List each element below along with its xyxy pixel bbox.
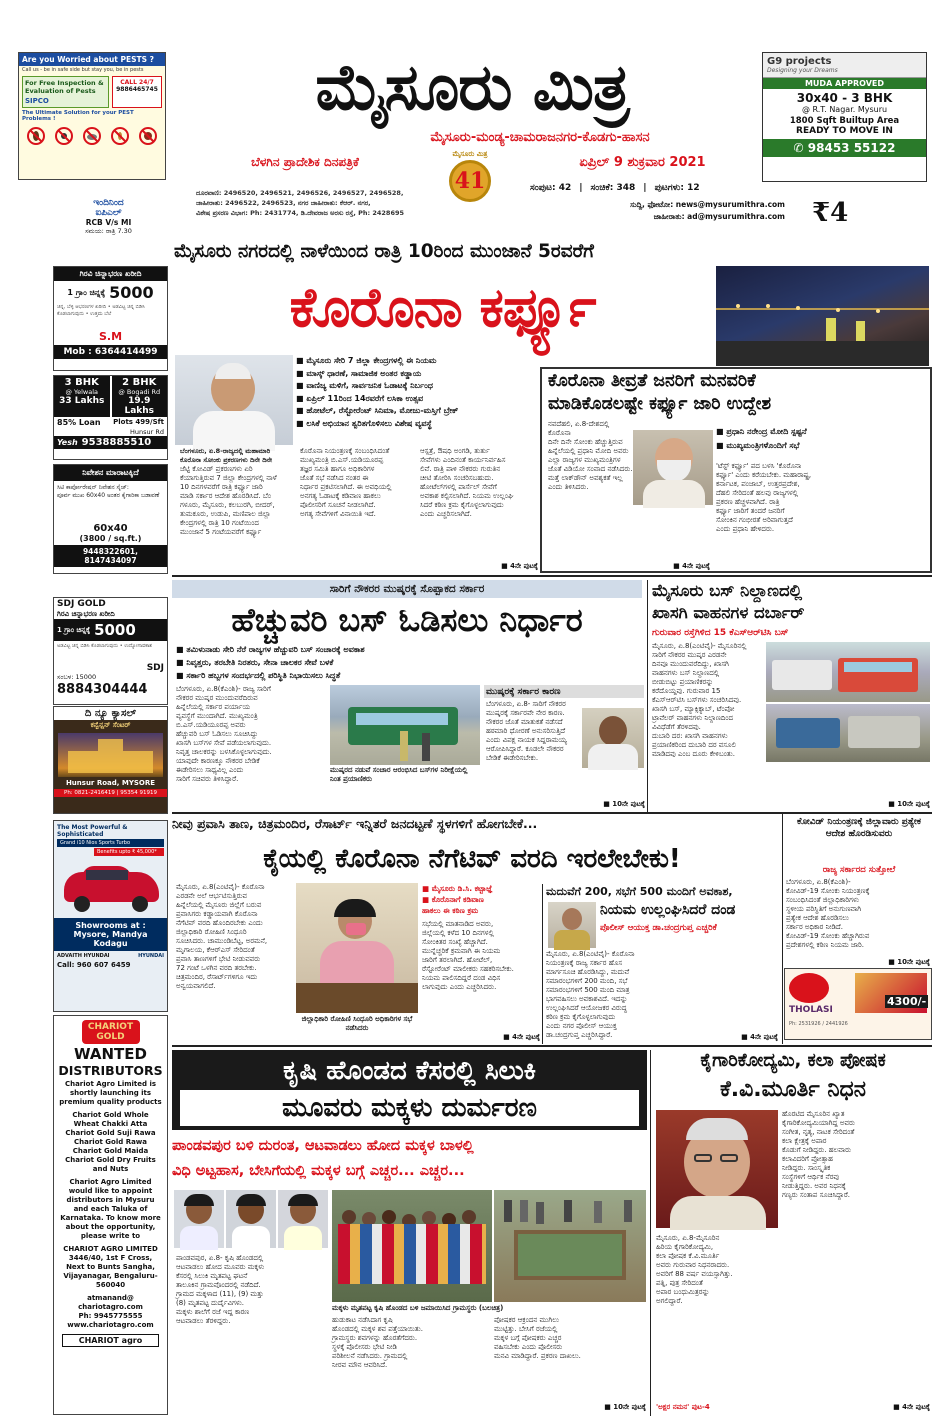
yesh-hunsur: Hunsur Rd [129,428,164,436]
news-email: ಸುದ್ದಿ, ಫೋಟೋ: news@mysurumithra.com [630,200,785,209]
covid-circular-kicker: ಕೋವಿಡ್ ನಿಯಂತ್ರಣಕ್ಕೆ ಜಿಲ್ಲಾವಾರು ಪ್ರತ್ಯೇಕ ಆದೇಶ ಹೊರಡಿಸುವರು [797,817,921,839]
private-vehicles-continue: ■ 10ನೇ ಪುಟಕ್ಕೆ [888,800,930,808]
covid-circular-continue: ■ 10ನೇ ಪುಟಕ್ಕೆ [888,958,930,966]
sdj-salary: ಸಂಬಳ: 15000 [57,673,97,681]
chariot-wanted: WANTED [74,1045,147,1063]
farm-pond-continue: ■ 10ನೇ ಪುಟಕ್ಕೆ [604,1403,646,1411]
bus-headline: ಹೆಚ್ಚುವರಿ ಬಸ್ ಓಡಿಸಲು ನಿರ್ಧಾರ [231,601,583,639]
private-vehicles-photo [766,642,930,702]
curfew-bullets: ■ ಮೈಸೂರು ಸೇರಿ 7 ಜಿಲ್ಲಾ ಕೇಂದ್ರಗಳಲ್ಲಿ ಈ ನಿಯಮ ■ ಮಾಸ್ಕ್ ಧಾರಣೆ, ಸಾಮಾಜಿಕ ಅಂತರ ಕಡ್ಡಾಯ ■ ವಾಣಿಜ್ಯ ಮಳಿಗೆ, ಸಾರ್ವಜನಿಕ ಓಡಾಟಕ್ಕೆ ನಿರ್ಬಂಧ ■ ಏಪ್ರಿಲ್ 11ರಿಂದ 14ರವರೆಗೆ ಲಸಿಕಾ ಉತ್ಸವ ■ ಹೋಟೆಲ್, ರೆಸ್ಟೋರೆಂಟ್ ಸಿನಿಮಾ, ಮೋಜು-ಮಸ್ತಿಗೆ ಬ್ರೇಕ್ ■ ಲಸಿಕೆ ಅಭಿಯಾನ ತ್ವರಿತಗೊಳಿಸಲು ವಿಶೇಷ ವ್ಯವಸ್ಥೆ [296,356,459,428]
modi-bullets: ■ ಪ್ರಧಾನಿ ನರೇಂದ್ರ ಮೋದಿ ಸ್ಪಷ್ಟನೆ ■ ಮುಖ್ಯಮಂತ್ರಿಗಳೊಂದಿಗೆ ಸಭೆ [716,427,807,450]
chariot-web: atmanand@ chariotagro.com Ph: 9945775555 www.chariotagro.com [67,1294,154,1329]
bus-stand-photo [330,685,480,765]
sm-gold-heading: ಗಿರವಿ ಚಿನ್ನಾಭರಣ ಖರೀದಿ [54,267,167,281]
site-sale-rate: (3800 / sq.ft.) [79,534,142,543]
modi-headline-1: ಕೊರೊನಾ ತೀವ್ರತೆ ಜನರಿಗೆ ಮನವರಿಕೆ [548,371,756,391]
yesh-2bhk-loc: @ Bogadi Rd [118,388,161,396]
masthead-tagline: ಮೈಸೂರು-ಮಂಡ್ಯ-ಚಾಮರಾಜನಗರ-ಕೊಡಗು-ಹಾಸನ [430,130,650,145]
obituary-continue: ■ 4ನೇ ಪುಟಕ್ಕೆ [893,1403,930,1411]
dc-photo-caption: ಜಿಲ್ಲಾಧಿಕಾರಿ ರೋಹಿಣಿ ಸಿಂಧೂರಿ ಅಧಿಕಾರಿಗಳ ಸಭೆ ನಡೆಸಿದರು [301,1015,413,1032]
sm-gold-per-gram: 1 ಗ್ರಾಂ ಚಿನ್ನಕ್ಕೆ [67,287,106,297]
hyundai-call: Call: 960 607 6459 [57,961,131,969]
sdj-brand: SDJ [146,663,164,673]
bus-kicker: ಸಾರಿಗೆ ನೌಕರರ ಮುಷ್ಕರಕ್ಕೆ ಸೊಪ್ಪಾಕದ ಸರ್ಕಾರ [329,583,485,595]
pest-ad-footer: The Ultimate Solution for your PEST Problems ! [22,110,134,122]
private-vehicles-body: ಮೈಸೂರು, ಏ.8(ಎಂಟಿವೈ)- ಮೈಸೂರಿನಲ್ಲಿ ಸಾರಿಗೆ ನೌಕರರ ಮುಷ್ಕರ ಎರಡನೇ ದಿನವೂ ಮುಂದುವರೆದಿದ್ದು, ಖಾಸಗಿ ವಾಹನಗಳು ಬಸ್ ನಿಲ್ದಾಣದಲ್ಲಿ ಬೀಡುಬಿಟ್ಟು ಪ್ರಯಾಣಿಕರನ್ನು ಕರೆದೊಯ್ದವು. ಗುರುವಾರ 15 ಕೆಎಸ್‌ಆರ್‌ಟಿಸಿ ಬಸ್‌ಗಳು ಸಂಚರಿಸಿದವು. ಖಾಸಗಿ ಬಸ್, ಮ್ಯಾಕ್ಸಿಕ್ಯಾಬ್, ಟೆಂಪೋ ಟ್ರಾವೆಲರ್ ವಾಹನಗಳು ನಿಲ್ದಾಣದಿಂದ ವಿವಿಧೆಡೆಗೆ ತೆರಳಿದವು. ದುಬಾರಿ ದರ: ಖಾಸಗಿ ವಾಹನಗಳು ಪ್ರಯಾಣಿಕರಿಂದ ದುಬಾರಿ ದರ ವಸೂಲಿ ಮಾಡಿದವು ಎಂಬ ದೂರು ಕೇಳಿಬಂತು. [652,642,747,758]
obituary-footer: 'ಅಕ್ಷರ ನಮನ' ಪುಟ-4 [656,1403,710,1411]
sm-gold-mobile: Mob : 6364414499 [54,345,167,359]
yesh-3bhk-loc: @ Yelwala [65,388,99,396]
wedding-limit-continue: ■ 4ನೇ ಪುಟಕ್ಕೆ [741,1033,778,1041]
pest-ad-line1: For Free Inspection & [25,79,104,87]
sdj-gold-ad[interactable]: SDJ GOLD ಗಿರವಿ ಚಿನ್ನಾಭರಣ ಖರೀದಿ 1 ಗ್ರಾಂ ಚಿನ್ನಕ್ಕೆ 5000 ಅಡವಿಟ್ಟ ಚಿನ್ನ ಬಿಡಿಸಿ ಕೊಡಲಾಗುವುದು • ಉದ್ಯೋಗಾವಕಾಶ SDJ ಸಂಬಳ: 15000 8884304444 [53,597,168,705]
g9-sqft: 1800 Sqft Builtup Area [789,116,900,126]
yesh-2bhk-price: 19.9 Lakhs [124,396,155,416]
farm-pond-headline-2: ಮೂವರು ಮಕ್ಕಳು ದುರ್ಮರಣ [180,1090,639,1126]
modi-headline-2: ಮಾಡಿಕೊಡಲಷ್ಟೇ ಕರ್ಫ್ಯೂ ಜಾರಿ ಉದ್ದೇಶ [548,394,772,414]
modi-body-1: ನವದೆಹಲಿ, ಏ.8-ದೇಶದಲ್ಲಿ ಕೊರೊನಾ ದಿನೇ ದಿನೇ ಸೋಂಕು ಹೆಚ್ಚುತ್ತಿರುವ ಹಿನ್ನೆಲೆಯಲ್ಲಿ ಪ್ರಧಾನಿ ಮೋದಿ ಅವರು ಎಲ್ಲಾ ರಾಜ್ಯಗಳ ಮುಖ್ಯಮಂತ್ರಿಗಳ ಜೊತೆ ವಿಡಿಯೋ ಸಂವಾದ ನಡೆಸಿದರು. ಮತ್ತೆ ಲಾಕ್‌ಡೌನ್ ಅವಶ್ಯಕತೆ ಇಲ್ಲ ಎಂದು ತಿಳಿಸಿದರು. [548,420,633,491]
hyundai-line2: Sophisticated [57,831,104,838]
masthead-title: ಮೈಸೂರು ಮಿತ್ರ [315,50,629,125]
hyundai-showrooms: Showrooms at : [75,921,146,930]
obituary-headline-1: ಕೈಗಾರಿಕೋದ್ಯಮಿ, ಕಲಾ ಪೋಷಕ [700,1050,886,1071]
g9-projects-ad[interactable] [762,52,927,182]
obituary-body-1: ಮೈಸೂರು, ಏ.8-ಮೈಸೂರಿನ ಹಿರಿಯ ಕೈಗಾರಿಕೋದ್ಯಮಿ, ಕಲಾ ಪೋಷಕ ಕೆ.ವಿ.ಮೂರ್ತಿ ಅವರು ಗುರುವಾರ ನಿಧನರಾದರು. ಅವರಿಗೆ 88 ವರ್ಷ ವಯಸ್ಸಾಗಿತ್ತು. ಪತ್ನಿ, ಪುತ್ರ ಸೇರಿದಂತೆ ಅಪಾರ ಬಂಧುಮಿತ್ರರನ್ನು ಅಗಲಿದ್ದಾರೆ. [656,1234,733,1305]
new-castle-sub: ಕನ್ವೆನ್ಷನ್ ಸೆಂಟರ್ [90,721,131,729]
pest-ad-brand: SIPCO [25,97,49,105]
obituary-body-2: ಹೊರಟಿದ ಮೈಸೂರಿನ ಖ್ಯಾತ ಕೈಗಾರಿಕೋದ್ಯಮಿಯಾಗಿದ್ದ ಅವರು ಸಂಗೀತ, ನೃತ್ಯ, ನಾಟಕ ಸೇರಿದಂತೆ ಕಲಾ ಕ್ಷೇತ್ರಕ್ಕೆ ಅಪಾರ ಕೊಡುಗೆ ನೀಡಿದ್ದರು. ಹಲವಾರು ಕಲಾವಿದರಿಗೆ ಪ್ರೋತ್ಸಾಹ ನೀಡಿದ್ದರು. ಸಾಂಸ್ಕೃತಿಕ ಸಂಸ್ಥೆಗಳಿಗೆ ಆರ್ಥಿಕ ನೆರವು ನೀಡುತ್ತಿದ್ದರು. ಅವರ ನಿಧನಕ್ಕೆ ಗಣ್ಯರು ಸಂತಾಪ ಸೂಚಿಸಿದ್ದಾರೆ. [782,1110,855,1199]
anniversary-number: 41 [449,160,491,202]
negative-report-headline: ಕೈಯಲ್ಲಿ ಕೊರೊನಾ ನೆಗೆಟಿವ್ ವರದಿ ಇರಲೇಬೇಕು! [263,844,681,874]
cockroach-icon [26,126,46,146]
chariot-brand1: CHARIOT [87,1022,134,1032]
yesh-2bhk: 2 BHK [122,377,157,388]
sdj-heading: SDJ GOLD [57,599,106,609]
g9-brand: G9 projects [767,56,832,67]
volume-number: ಸಂಪುಟ: 42 [530,183,572,193]
sdj-price: 5000 [94,621,136,639]
chariot-agro-logo: CHARIOT agro [62,1334,159,1347]
bus-body-1: ಬೆಂಗಳೂರು, ಏ.8(ಕೆಎಂಶಿ)- ರಾಜ್ಯ ಸಾರಿಗೆ ನೌಕರರ ಮುಷ್ಕರ ಮುಂದುವರೆದಿರುವ ಹಿನ್ನೆಲೆಯಲ್ಲಿ ಸರ್ಕಾರ ಪರ್ಯಾಯ ವ್ಯವಸ್ಥೆಗೆ ಮುಂದಾಗಿದೆ. ಮುಖ್ಯಮಂತ್ರಿ ಬಿ.ಎಸ್.ಯಡಿಯೂರಪ್ಪ ಅವರು ಹೆಚ್ಚುವರಿ ಬಸ್ ಓಡಿಸಲು ಸೂಚಿಸಿದ್ದು ಖಾಸಗಿ ಬಸ್‌ಗಳ ಸೇವೆ ಪಡೆಯಲಾಗುವುದು. ನಿವೃತ್ತ ಚಾಲಕರನ್ನು ಬಳಸಿಕೊಳ್ಳಲಾಗುವುದು. ಯಾವುದೇ ಕಾರಣಕ್ಕೂ ನೌಕರರ ಬೇಡಿಕೆ ಈಡೇರಿಸಲು ಸಾಧ್ಯವಿಲ್ಲ ಎಂದು ಸಾರಿಗೆ ಸಚಿವರು ತಿಳಿಸಿದ್ದಾರೆ. [176,685,272,783]
bus-continue: ■ 10ನೇ ಪುಟಕ್ಕೆ [603,800,645,808]
ipl-time: ಸಮಯ: ರಾತ್ರಿ 7.30 [85,227,132,235]
modi-continue: ■ 4ನೇ ಪುಟಕ್ಕೆ [673,562,710,570]
chariot-distributors: DISTRIBUTORS [58,1063,163,1078]
cm-yediyurappa-photo [175,355,293,445]
termite-icon [110,126,130,146]
issue-number: ಸಂಚಿಕೆ: 348 [590,183,636,193]
child-photo-3 [278,1190,328,1248]
rat-icon [82,126,102,146]
pest-icons-row [19,122,165,150]
negative-report-body-2: ಸಭೆಯಲ್ಲಿ ಮಾತನಾಡಿದ ಅವರು, ಜಿಲ್ಲೆಯಲ್ಲಿ ಕಳೆದ 10 ದಿನಗಳಲ್ಲಿ ಸೋಂಕಿತರ ಸಂಖ್ಯೆ ಹೆಚ್ಚಾಗಿದೆ. ಮುನ್ನೆಚ್ಚರಿಕೆ ಕ್ರಮವಾಗಿ ಈ ನಿಯಮ ಜಾರಿಗೆ ತರಲಾಗಿದೆ. ಹೋಟೆಲ್, ರೆಸ್ಟೋರೆಂಟ್ ಮಾಲೀಕರು ಸಹಕರಿಸಬೇಕು. ನಿಯಮ ಪಾಲಿಸದಿದ್ದರೆ ದಂಡ ವಿಧಿಸ ಲಾಗುವುದು ಎಂದು ಎಚ್ಚರಿಸಿದರು. [422,920,514,991]
night-curfew-police-photo [716,266,929,366]
hyundai-places: Mysore, Mandya [73,930,148,939]
curfew-body-2: ಕೊರೊನಾ ನಿಯಂತ್ರಣಕ್ಕೆ ಸಂಬಂಧಿಸಿದಂತೆ ಮುಖ್ಯಮಂತ್ರಿ ಬಿ.ಎಸ್.ಯಡಿಯೂರಪ್ಪ ತಜ್ಞರ ಸಮಿತಿ ಹಾಗೂ ಅಧಿಕಾರಿಗಳ ಜೊತೆ ಸಭೆ ನಡೆಸಿದ ನಂತರ ಈ ನಿರ್ಧಾರ ಪ್ರಕಟಿಸಲಾಗಿದೆ. ಈ ಅವಧಿಯಲ್ಲಿ ಅನಗತ್ಯ ಓಡಾಟಕ್ಕೆ ಕಡಿವಾಣ ಹಾಕಲು ಪೊಲೀಸರಿಗೆ ಸೂಚನೆ ನೀಡಲಾಗಿದೆ. ಅಗತ್ಯ ಸೇವೆಗಳಿಗೆ ವಿನಾಯಿತಿ ಇದೆ. [300,447,392,518]
pest-ad-call: CALL 24/7 [120,79,154,86]
yesh-3bhk-price: 33 Lakhs [59,396,105,406]
yesh-realty-ad[interactable] [53,375,168,460]
site-sale-heading: ನಿವೇಶನ ಮಾರಾಟಕ್ಕಿದೆ [54,465,167,481]
bus-photo-caption: ಮುಷ್ಕರದ ನಡುವೆ ಸಂಚಾರ ಆರಂಭಿಸಿದ ಬಸ್‌ಗಳ ನಿರೀಕ್ಷೆಯಲ್ಲಿ ನಿಂತ ಪ್ರಯಾಣಿಕರು [330,766,468,783]
pest-ad-top: Are you Worried about PESTS ? [19,53,165,66]
curfew-body-3: ಆಸ್ಪತ್ರೆ, ಔಷಧಿ ಅಂಗಡಿ, ತುರ್ತು ಸೇವೆಗಳು ಎಂದಿನಂತೆ ಕಾರ್ಯನಿರ್ವಹಿಸ ಲಿವೆ. ರಾತ್ರಿ ಪಾಳಿ ನೌಕರರು ಗುರುತಿನ ಚೀಟಿ ತೋರಿಸಿ ಸಂಚರಿಸಬಹುದು. ಹೋಟೆಲ್‌ಗಳಲ್ಲಿ ಪಾರ್ಸೆಲ್ ಸೇವೆಗೆ ಅವಕಾಶ ಕಲ್ಪಿಸಲಾಗಿದೆ. ನಿಯಮ ಉಲ್ಲಂಘಿ ಸಿದರೆ ಕಠಿಣ ಕ್ರಮ ಕೈಗೊಳ್ಳಲಾಗುವುದು ಎಂದು ಎಚ್ಚರಿಸಲಾಗಿದೆ. [420,447,514,518]
villagers-crowd-photo [332,1190,492,1302]
hyundai-line1: The Most Powerful & [57,824,128,831]
hyundai-brand: HYUNDAI [138,953,164,959]
private-vehicles-sub: ಗುರುವಾರ ರಸ್ತೆಗಿಳಿದ 15 ಕೆಎಸ್‌ಆರ್‌ಟಿಸಿ ಬಸ್ [652,628,789,638]
bedbug-icon [138,126,158,146]
kv-murthy-photo [656,1110,778,1228]
new-castle-phone: Ph: 0821-2416419 | 95354 91919 [54,789,167,797]
page-count: ಪುಟಗಳು: 12 [654,183,700,193]
curfew-headline: ಕೊರೊನಾ ಕರ್ಫ್ಯೂ [289,275,596,339]
wedding-limit-sub: ಪೊಲೀಸ್ ಆಯುಕ್ತ ಡಾ.ಚಂದ್ರಗುಪ್ತ ಎಚ್ಚರಿಕೆ [600,923,717,933]
farm-pond-body-1: ಪಾಂಡವಪುರ, ಏ.8- ಕೃಷಿ ಹೊಂಡದಲ್ಲಿ ಆಟವಾಡಲು ಹೋದ ಮೂವರು ಮಕ್ಕಳು ಕೆಸರಲ್ಲಿ ಸಿಲುಕಿ ಮೃತಪಟ್ಟ ಘಟನೆ ತಾಲೂಕಿನ ಗ್ರಾಮವೊಂದರಲ್ಲಿ ನಡೆದಿದೆ. ಗ್ರಾಮದ ಮಕ್ಕಳಾದ (11), (9) ಮತ್ತು (8) ಮೃತಪಟ್ಟ ದುರ್ದೈವಿಗಳು. ಮಕ್ಕಳು ಶಾಲೆಗೆ ರಜೆ ಇದ್ದ ಕಾರಣ ಆಟವಾಡಲು ತೆರಳಿದ್ದರು. [176,1254,265,1325]
farm-pond-sub-1: ಪಾಂಡವಪುರ ಬಳಿ ದುರಂತ, ಆಟವಾಡಲು ಹೋದ ಮಕ್ಕಳ ಬಾಳಲ್ಲಿ [172,1138,474,1154]
farm-pond-body-3: ಪೋಷಕರ ಆಕ್ರಂದನ ಮುಗಿಲು ಮುಟ್ಟಿತ್ತು. ಬೇಸಿಗೆ ರಜೆಯಲ್ಲಿ ಮಕ್ಕಳ ಬಗ್ಗೆ ಪೋಷಕರು ಎಚ್ಚರ ವಹಿಸಬೇಕು ಎಂದು ಪೊಲೀಸರು ಮನವಿ ಮಾಡಿದ್ದಾರೆ. ಪ್ರಕರಣ ದಾಖಲು. [494,1316,581,1360]
chariot-body2: Chariot Agro Limited would like to appoint distributors in Mysuru and each Taluka of Karnataka. To know more about the opportunity, please write to [60,1178,161,1240]
g9-location: @ R.T. Nagar. Mysuru [801,105,888,114]
negative-report-kicker: ನೀವು ಪ್ರವಾಸಿ ತಾಣ, ಚಿತ್ರಮಂದಿರ, ರೆಸಾರ್ಟ್ ಇನ್ನಿತರೆ ಜನದಟ್ಟಣೆ ಸ್ಥಳಗಳಿಗೆ ಹೋಗಬೇಕೆ... [172,816,538,831]
site-sale-ad[interactable]: ನಿವೇಶನ ಮಾರಾಟಕ್ಕಿದೆ ಸಿಟಿ ಕಾರ್ಪೋರೇಷನ್ ನಿವೇಶನ ಸೈಜ್: ಪೂರ್ವ ಮುಖ 60x40 ಅಂತರ ಕೈಗಾರಿಕಾ ಬಡಾವಣೆ 60x40 (3800 / sq.ft.) 9448322601, 8147434097 [53,464,168,574]
mosquito-icon [54,126,74,146]
farm-pond-sub-2: ವಿಧಿ ಅಟ್ಟಹಾಸ, ಬೇಸಿಗೆಯಲ್ಲಿ ಮಕ್ಕಳ ಬಗ್ಗೆ ಎಚ್ಚರ... ಎಚ್ಚರ... [172,1163,465,1179]
issue-info: ಸಂಪುಟ: 42 | ಸಂಚಿಕೆ: 348 | ಪುಟಗಳು: 12 [530,183,700,193]
phone-icon: ✆ [793,141,808,155]
chariot-items: Chariot Gold Whole Wheat Chakki Atta Chariot Gold Suji Rawa Chariot Gold Rawa Chariot Gold Maida Chariot Gold Dry Fruits and Nuts [65,1111,156,1173]
sm-gold-price: 5000 [109,283,154,302]
child-photo-1 [174,1190,224,1248]
new-castle-ad[interactable] [53,706,168,814]
covid-circular-sub: ರಾಜ್ಯ ಸರ್ಕಾರದ ಸುತ್ತೋಲೆ [822,865,896,875]
obituary-headline-2: ಕೆ.ವಿ.ಮೂರ್ತಿ ನಿಧನ [719,1077,867,1102]
pest-control-ad[interactable] [18,52,166,180]
sdj-subheading: ಗಿರವಿ ಚಿನ್ನಾಭರಣ ಖರೀದಿ [57,610,115,618]
pest-ad-line2: Evaluation of Pests [25,87,96,95]
chariot-brand2: GOLD [96,1032,125,1042]
bus-stand-crowd-photo [766,704,930,762]
child-photo-2 [226,1190,276,1248]
yesh-loan: 85% Loan [57,418,101,427]
ipl-match: RCB V/s MI [85,218,132,227]
hyundai-benefits: Benefits upto ₹ 45,000* [94,848,164,856]
g9-ready: READY TO MOVE IN [796,126,893,136]
hyundai-dealer: ADVAITH HYUNDAI [57,953,110,959]
farm-pond-photo [494,1190,646,1302]
tholasi-price: 4300/- [887,995,927,1008]
site-sale-phone: 9448322601, 8147434097 [54,545,167,567]
chariot-gold-ad[interactable] [53,1015,168,1415]
farm-pond-headline-1: ಕೃಷಿ ಹೊಂಡದ ಕೆಸರಲ್ಲಿ ಸಿಲುಕಿ [283,1056,536,1086]
farm-pond-caption: ಮಕ್ಕಳು ಮೃತಪಟ್ಟ ಕೃಷಿ ಹೊಂಡದ ಬಳಿ ಜಮಾಯಿಸಿದ ಗ್ರಾಮಸ್ಥರು (ಬಲಚಿತ್ರ) [332,1304,504,1312]
wedding-limit-headline-2: ನಿಯಮ ಉಲ್ಲಂಘಿಸಿದರೆ ದಂಡ [600,902,736,918]
pest-ad-phone: 9886465745 [116,86,158,93]
contact-phones: ದೂರವಾಣಿ: 2496520, 2496521, 2496526, 2496527, 2496528, ಜಾಹೀರಾತು: 2496522, 2496523, ನಗರ ಜಾಹೀರಾತು: ಕೆಆರ್. ನಗರ, ವಿಶೇಷ ಪ್ರಸರಣ ವಿಭಾಗ: Ph: 2431774, ಡಿ.ದೇವರಾಜ ಅರಸು ರಸ್ತೆ, Ph: 2428695 [196,189,405,217]
g9-phone-number: 98453 55122 [807,141,896,155]
tholasi-brand: THOLASI [789,1005,833,1015]
price-tag: ₹4 [812,198,849,228]
chariot-address: CHARIOT AGRO LIMITED 3446/40, 1st F Cross, Next to Bunts Sangha, Vijayanagar, Bengaluru- 560040 [63,1245,158,1289]
wedding-limit-body: ಮೈಸೂರು, ಏ.8(ಎಂಟಿವೈ)- ಕೊರೊನಾ ನಿಯಂತ್ರಣಕ್ಕೆ ರಾಜ್ಯ ಸರ್ಕಾರ ಹೊಸ ಮಾರ್ಗಸೂಚಿ ಹೊರಡಿಸಿದ್ದು, ಮದುವೆ ಸಮಾರಂಭಗಳಿಗೆ 200 ಮಂದಿ, ಸಭೆ ಸಮಾರಂಭಗಳಿಗೆ 500 ಮಂದಿ ಮಾತ್ರ ಭಾಗವಹಿಸಲು ಅವಕಾಶವಿದೆ. ಇದನ್ನು ಉಲ್ಲಂಘಿಸಿದರೆ ಆಯೋಜಕರ ವಿರುದ್ಧ ಕಠಿಣ ಕ್ರಮ ಕೈಗೊಳ್ಳಲಾಗುವುದು ಎಂದು ನಗರ ಪೊಲೀಸ್ ಆಯುಕ್ತ ಡಾ.ಚಂದ್ರಗುಪ್ತ ಎಚ್ಚರಿಸಿದ್ದಾರೆ. [546,950,635,1039]
curfew-kicker: ಮೈಸೂರು ನಗರದಲ್ಲಿ ನಾಳೆಯಿಂದ ರಾತ್ರಿ 10ರಿಂದ ಮುಂಜಾನೆ 5ರವರೆಗೆ [174,241,594,262]
covid-circular-body: ಬೆಂಗಳೂರು, ಏ.8(ಕೆಎಂಶಿ)- ಕೋವಿಡ್-19 ಸೋಂಕು ನಿಯಂತ್ರಣಕ್ಕೆ ಸಂಬಂಧಿಸಿದಂತೆ ಜಿಲ್ಲಾಧಿಕಾರಿಗಳು ಸ್ಥಳೀಯ ಪರಿಸ್ಥಿತಿಗೆ ಅನುಗುಣವಾಗಿ ಪ್ರತ್ಯೇಕ ಆದೇಶ ಹೊರಡಿಸಲು ಸರ್ಕಾರ ಅಧಿಕಾರ ನೀಡಿದೆ. ಕೋವಿಡ್-19 ಸೋಂಕು ಹೆಚ್ಚಾಗಿರುವ ಪ್ರದೇಶಗಳಲ್ಲಿ ಕಠಿಣ ನಿಯಮ ಜಾರಿ. [786,878,870,949]
hyundai-ad[interactable] [53,820,168,1012]
g9-bhk: 30x40 - 3 BHK [796,91,893,105]
tholasi-logo-image [789,973,829,1003]
pest-ad-sub: Call us - be in safe side but stay you, be in pests [22,67,144,73]
private-vehicles-headline-1: ಮೈಸೂರು ಬಸ್ ನಿಲ್ದಾಣದಲ್ಲಿ [652,581,803,600]
masthead-date: ಏಪ್ರಿಲ್ 9 ಶುಕ್ರವಾರ 2021 [579,155,706,170]
curfew-continue: ■ 4ನೇ ಪುಟಕ್ಕೆ [501,562,538,570]
sdj-phone: 8884304444 [57,682,148,697]
negative-report-bullets: ■ ಮೈಸೂರು ಡಿ.ಸಿ. ಕಟ್ಟಾಜ್ಞೆ ■ ಕೊರೊನಾಗೆ ಕಡಿವಾಣ ಹಾಕಲು ಈ ಕಠಿಣ ಕ್ರಮ [422,884,493,915]
site-sale-size: 60x40 [93,523,128,534]
pm-modi-photo [633,430,713,505]
new-castle-address: Hunsur Road, MYSORE [65,779,156,787]
siddaramaiah-photo [582,708,644,768]
g9-slogan: Designing your Dreams [767,67,838,74]
private-vehicles-headline-2: ಖಾಸಗಿ ವಾಹನಗಳ ದರ್ಬಾರ್ [652,603,805,622]
yesh-phone: 9538885510 [81,437,152,448]
anniversary-label: ಮೈಸೂರು ಮಿತ್ರ [452,150,488,158]
new-castle-heading: ದಿ ನ್ಯೂ ಕ್ಯಾಸಲ್ [54,707,167,720]
negative-report-continue: ■ 4ನೇ ಪುಟಕ್ಕೆ [503,1033,540,1041]
chariot-logo [82,1020,140,1044]
g9-phone [763,139,926,157]
hyundai-car-image [54,860,167,918]
convention-hall-image [58,733,163,777]
ipl-label: ಐಪಿಎಲ್ [95,208,122,218]
dc-rohini-sindhuri-photo [296,883,418,1013]
curfew-caption: ಬೆಂಗಳೂರು, ಏ.8-ರಾಜ್ಯದಲ್ಲಿ ಮಹಾಮಾರಿ ಕೊರೊನಾ ಸೋಂಕು ಪ್ರಕರಣಗಳು ದಿನೇ ದಿನೇ [180,447,273,464]
bus-bullets: ■ ತಮಿಳುನಾಡು ಸೇರಿ ನೆರೆ ರಾಜ್ಯಗಳ ಹೆಚ್ಚುವರಿ ಬಸ್ ಸಂಚಾರಕ್ಕೆ ಅವಕಾಶ ■ ನಿವೃತ್ತರು, ತರಬೇತಿ ನಿರತರು, ಸೇನಾ ಚಾಲಕರ ಸೇವೆ ಬಳಕೆ ■ ಸರ್ಕಾರಿ ಹಬ್ಬಗಳ ಸಂದರ್ಭದಲ್ಲಿ ಪರಿಸ್ಥಿತಿ ನಿಭಾಯಿಸಲು ಸಿದ್ಧತೆ [176,645,365,680]
g9-approved: MUDA APPROVED [763,78,926,89]
hyundai-model: Grand i10 Nios Sports Turbo [57,839,164,847]
negative-report-body-1: ಮೈಸೂರು, ಏ.8(ಎಂಟಿವೈ)- ಕೊರೊನಾ ಎರಡನೇ ಅಲೆ ಆರ್ಭಟಿಸುತ್ತಿರುವ ಹಿನ್ನೆಲೆಯಲ್ಲಿ ಮೈಸೂರು ಜಿಲ್ಲೆಗೆ ಬರುವ ಪ್ರವಾಸಿಗರು ಕಡ್ಡಾಯವಾಗಿ ಕೊರೊನಾ ನೆಗೆಟಿವ್ ವರದಿ ಹೊಂದಿರಬೇಕು ಎಂದು ಜಿಲ್ಲಾಧಿಕಾರಿ ರೋಹಿಣಿ ಸಿಂಧೂರಿ ಸೂಚಿಸಿದರು. ಚಾಮುಂಡಿಬೆಟ್ಟ, ಅರಮನೆ, ಮೃಗಾಲಯ, ಕೆಆರ್‌ಎಸ್ ಸೇರಿದಂತೆ ಪ್ರವಾಸಿ ತಾಣಗಳಿಗೆ ಭೇಟಿ ನೀಡುವವರು 72 ಗಂಟೆ ಒಳಗಿನ ವರದಿ ತರಬೇಕು. ಚಿತ್ರಮಂದಿರ, ರೆಸಾರ್ಟ್‌ಗಳಿಗೂ ಇದು ಅನ್ವಯವಾಗಲಿದೆ. [176,883,268,990]
modi-body-2: 'ಟೆಸ್ಟ್ ಕರ್ಫ್ಯೂ' ಪದ ಬಳಸಿ 'ಕೊರೊನಾ ಕರ್ಫ್ಯೂ' ಎಂದು ಕರೆಯಬೇಕು. ಮಹಾರಾಷ್ಟ್ರ, ಕರ್ನಾಟಕ, ಪಂಜಾಬ್, ಉತ್ತರಪ್ರದೇಶ, ದೆಹಲಿ ಸೇರಿದಂತೆ ಹಲವು ರಾಜ್ಯಗಳಲ್ಲಿ ಪ್ರಕರಣ ಹೆಚ್ಚಳವಾಗಿದೆ. ರಾತ್ರಿ ಕರ್ಫ್ಯೂ ಜಾರಿಗೆ ತಂದರೆ ಜನರಿಗೆ ಸೋಂಕಿನ ಗಂಭೀರತೆ ಅರಿವಾಗುತ್ತದೆ ಎಂದು ಪ್ರಧಾನಿ ಹೇಳಿದರು. [716,462,812,533]
bus-subheading: ಮುಷ್ಕರಕ್ಕೆ ಸರ್ಕಾರ ಕಾರಣ [486,687,561,697]
tholasi-ad[interactable]: THOLASI 4300/- Ph: 2531926 / 2441926 [784,968,932,1040]
yesh-brand: Yesh [57,438,78,447]
sm-gold-name: S.M [98,330,123,343]
curfew-body-1: ಜೆಟ್ಟಿ ಕೋವಿಡ್ ಪ್ರಕರಣಗಳು ಏರಿ ಕೆಯಾಗುತ್ತಿರುವ 7 ಜಿಲ್ಲಾ ಕೇಂದ್ರಗಳಲ್ಲಿ ನಾಳೆ 10 ದಿನಗಳವರೆಗೆ ರಾತ್ರಿ ಕರ್ಫ್ಯೂ ಜಾರಿ ಮಾಡಿ ಸರ್ಕಾರ ಆದೇಶ ಹೊರಡಿಸಿದೆ. ಬೆಂ ಗಳೂರು, ಮೈಸೂರು, ಕಲಬುರಗಿ, ಬೀದರ್, ತುಮಕೂರು, ಉಡುಪಿ, ಮಣಿಪಾಲ ಜಿಲ್ಲಾ ಕೇಂದ್ರಗಳಲ್ಲಿ ರಾತ್ರಿ 10 ಗಂಟೆಯಿಂದ ಮುಂಜಾನೆ 5 ಗಂಟೆಯವರೆಗೆ ಕರ್ಫ್ಯೂ [180,465,277,536]
wedding-limit-headline-1: ಮದುವೆಗೆ 200, ಸಭೆಗೆ 500 ಮಂದಿಗೆ ಅವಕಾಶ, [546,885,733,898]
ipl-ad[interactable] [56,198,161,236]
ad-email: ಜಾಹೀರಾತು: ad@mysurumithra.com [653,212,785,221]
ipl-today: ಇಂದಿನಿಂದ [93,198,124,208]
bus-body-2: ಬೆಂಗಳೂರು, ಏ.8- ಸಾರಿಗೆ ನೌಕರರ ಮುಷ್ಕರಕ್ಕೆ ಸರ್ಕಾರವೇ ನೇರ ಕಾರಣ. ನೌಕರರ ಜೊತೆ ಮಾತುಕತೆ ನಡೆಸದೆ ಹಠಮಾರಿ ಧೋರಣೆ ಅನುಸರಿಸುತ್ತಿದೆ ಎಂದು ವಿಪಕ್ಷ ನಾಯಕ ಸಿದ್ದರಾಮಯ್ಯ ಆರೋಪಿಸಿದ್ದಾರೆ. ಕೂಡಲೇ ನೌಕರರ ಬೇಡಿಕೆ ಈಡೇರಿಸಬೇಕು. [486,700,567,762]
hyundai-places2: Kodagu [93,939,128,948]
police-commissioner-photo [548,902,596,948]
sdj-per-gram: 1 ಗ್ರಾಂ ಚಿನ್ನಕ್ಕೆ [57,625,91,634]
yesh-3bhk: 3 BHK [64,377,99,388]
farm-pond-body-2: ಹುಡುಕಾಟ ನಡೆಸಿದಾಗ ಕೃಷಿ ಹೊಂಡದಲ್ಲಿ ಮಕ್ಕಳ ಶವ ಪತ್ತೆಯಾಯಿತು. ಗ್ರಾಮಸ್ಥರು ಶವಗಳನ್ನು ಹೊರತೆಗೆದರು. ಸ್ಥಳಕ್ಕೆ ಪೊಲೀಸರು ಭೇಟಿ ನೀಡಿ ಪರಿಶೀಲನೆ ನಡೆಸಿದರು. ಗ್ರಾಮದಲ್ಲಿ ನೀರವ ಮೌನ ಆವರಿಸಿದೆ. [332,1316,423,1369]
masthead-subtitle: ಬೆಳಗಿನ ಪ್ರಾದೇಶಿಕ ದಿನಪತ್ರಿಕೆ [251,155,359,169]
chariot-body: Chariot Agro Limited is shortly launching its premium quality products [59,1080,162,1106]
sm-gold-ad[interactable]: ಗಿರವಿ ಚಿನ್ನಾಭರಣ ಖರೀದಿ 1 ಗ್ರಾಂ ಚಿನ್ನಕ್ಕೆ 5000 ಚಿನ್ನ, ಬೆಳ್ಳಿ ಆಭರಣಗಳ ಖರೀದಿ • ಅಡವಿಟ್ಟ ಚಿನ್ನ ಬಿಡಿಸಿ ಕೊಡಲಾಗುವುದು • ಉತ್ತಮ ಬೆಲೆ S.M Mob : 6364414499 [53,266,168,371]
yesh-plots: Plots 499/Sft [113,418,164,426]
